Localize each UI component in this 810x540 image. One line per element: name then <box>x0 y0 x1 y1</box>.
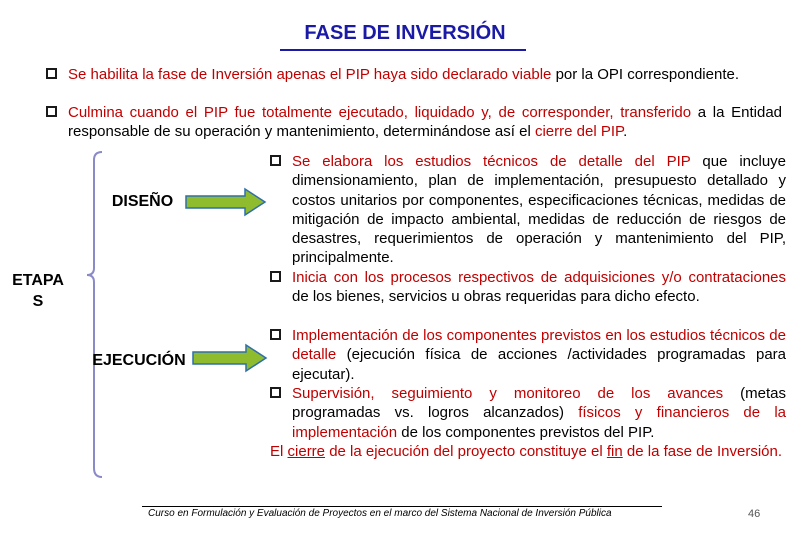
bullet-text: a <box>697 104 707 121</box>
bullet-implementacion <box>270 326 786 384</box>
bullet-text: . <box>623 123 628 141</box>
bullet-text-emphasis: Se elabora los estudios técnicos de detalle del PIP <box>292 153 691 170</box>
checkbox-bullet-icon <box>270 155 281 166</box>
bullet-text-emphasis: Culmina cuando el PIP fue totalmente ejecutado, liquidado y, de corresponder, transferido <box>68 104 692 121</box>
bullet-text: que incluye dimensionamiento, plan de implementación, presupuesto detallado y costos unitarios por componentes, especificaciones técnicas, medidas de mitigación de impacto ambiental, medidas de reducción de riesgos de desastres, requerimientos de operación y mantenimiento del PIP, principalmente. <box>292 153 787 267</box>
closing-text: de la ejecución del proyecto constituye el <box>329 443 603 460</box>
closing-statement <box>270 442 786 461</box>
label-etapas <box>8 270 68 312</box>
page-number: 46 <box>748 508 761 520</box>
label-diseno: DISEÑO <box>111 193 174 210</box>
footer-divider <box>142 506 662 507</box>
title-underline <box>280 49 526 51</box>
bullet-text-emphasis: Se habilita la fase de Inversión apenas el PIP haya sido declarado viable <box>68 66 552 83</box>
footer-course-name: Curso en Formulación y Evaluación de Proyectos en el marco del Sistema Nacional de Inversión Pública <box>148 508 612 519</box>
bullet-text: la Entidad responsable de su operación y mantenimiento, determinándose así el <box>68 104 783 141</box>
bullet-text: por la OPI correspondiente. <box>555 66 739 83</box>
bullet-text: de los bienes, servicios u obras requeridas para dicho efecto. <box>292 288 700 306</box>
bullet-estudios-tecnicos <box>270 152 786 268</box>
arrow-right-icon <box>185 187 267 217</box>
checkbox-bullet-icon <box>46 106 57 117</box>
bullet-text-emphasis: cierre del PIP <box>534 123 624 141</box>
checkbox-bullet-icon <box>270 271 281 282</box>
bullet-text-emphasis: Implementación de los componentes previstos en los estudios técnicos de detalle <box>292 327 786 364</box>
checkbox-bullet-icon <box>270 387 281 398</box>
bullet-supervision <box>270 384 786 442</box>
arrow-right-icon <box>192 343 268 373</box>
bullet-text: (ejecución física de acciones /actividades programadas para ejecutar). <box>292 346 786 383</box>
closing-text: de la fase de Inversión. <box>626 443 783 460</box>
bullet-text-emphasis: Inicia con los procesos respectivos de adquisiciones y/o contrataciones <box>292 269 786 286</box>
bullet-text-emphasis: físicos y financieros de la implementación <box>292 404 787 441</box>
checkbox-bullet-icon <box>46 68 57 79</box>
bullet-habilita <box>46 65 782 84</box>
label-etapas-line2: S <box>32 293 44 310</box>
bullet-adquisiciones <box>270 268 786 307</box>
bullet-text: (metas programadas vs. logros alcanzados) <box>292 385 786 422</box>
label-ejecucion: EJECUCIÓN <box>92 352 186 369</box>
checkbox-bullet-icon <box>270 329 281 340</box>
page-title: FASE DE INVERSIÓN <box>304 22 506 44</box>
bullet-text-emphasis: Supervisión, seguimiento y monitoreo de los avances <box>292 385 724 402</box>
bullet-text: de los componentes previstos del PIP. <box>401 423 655 441</box>
closing-text: El <box>270 443 284 460</box>
bullet-culmina <box>46 103 782 142</box>
closing-text-underlined: fin <box>606 443 623 460</box>
closing-text-underlined: cierre <box>287 443 326 460</box>
label-etapas-line1: ETAPA <box>12 272 64 289</box>
